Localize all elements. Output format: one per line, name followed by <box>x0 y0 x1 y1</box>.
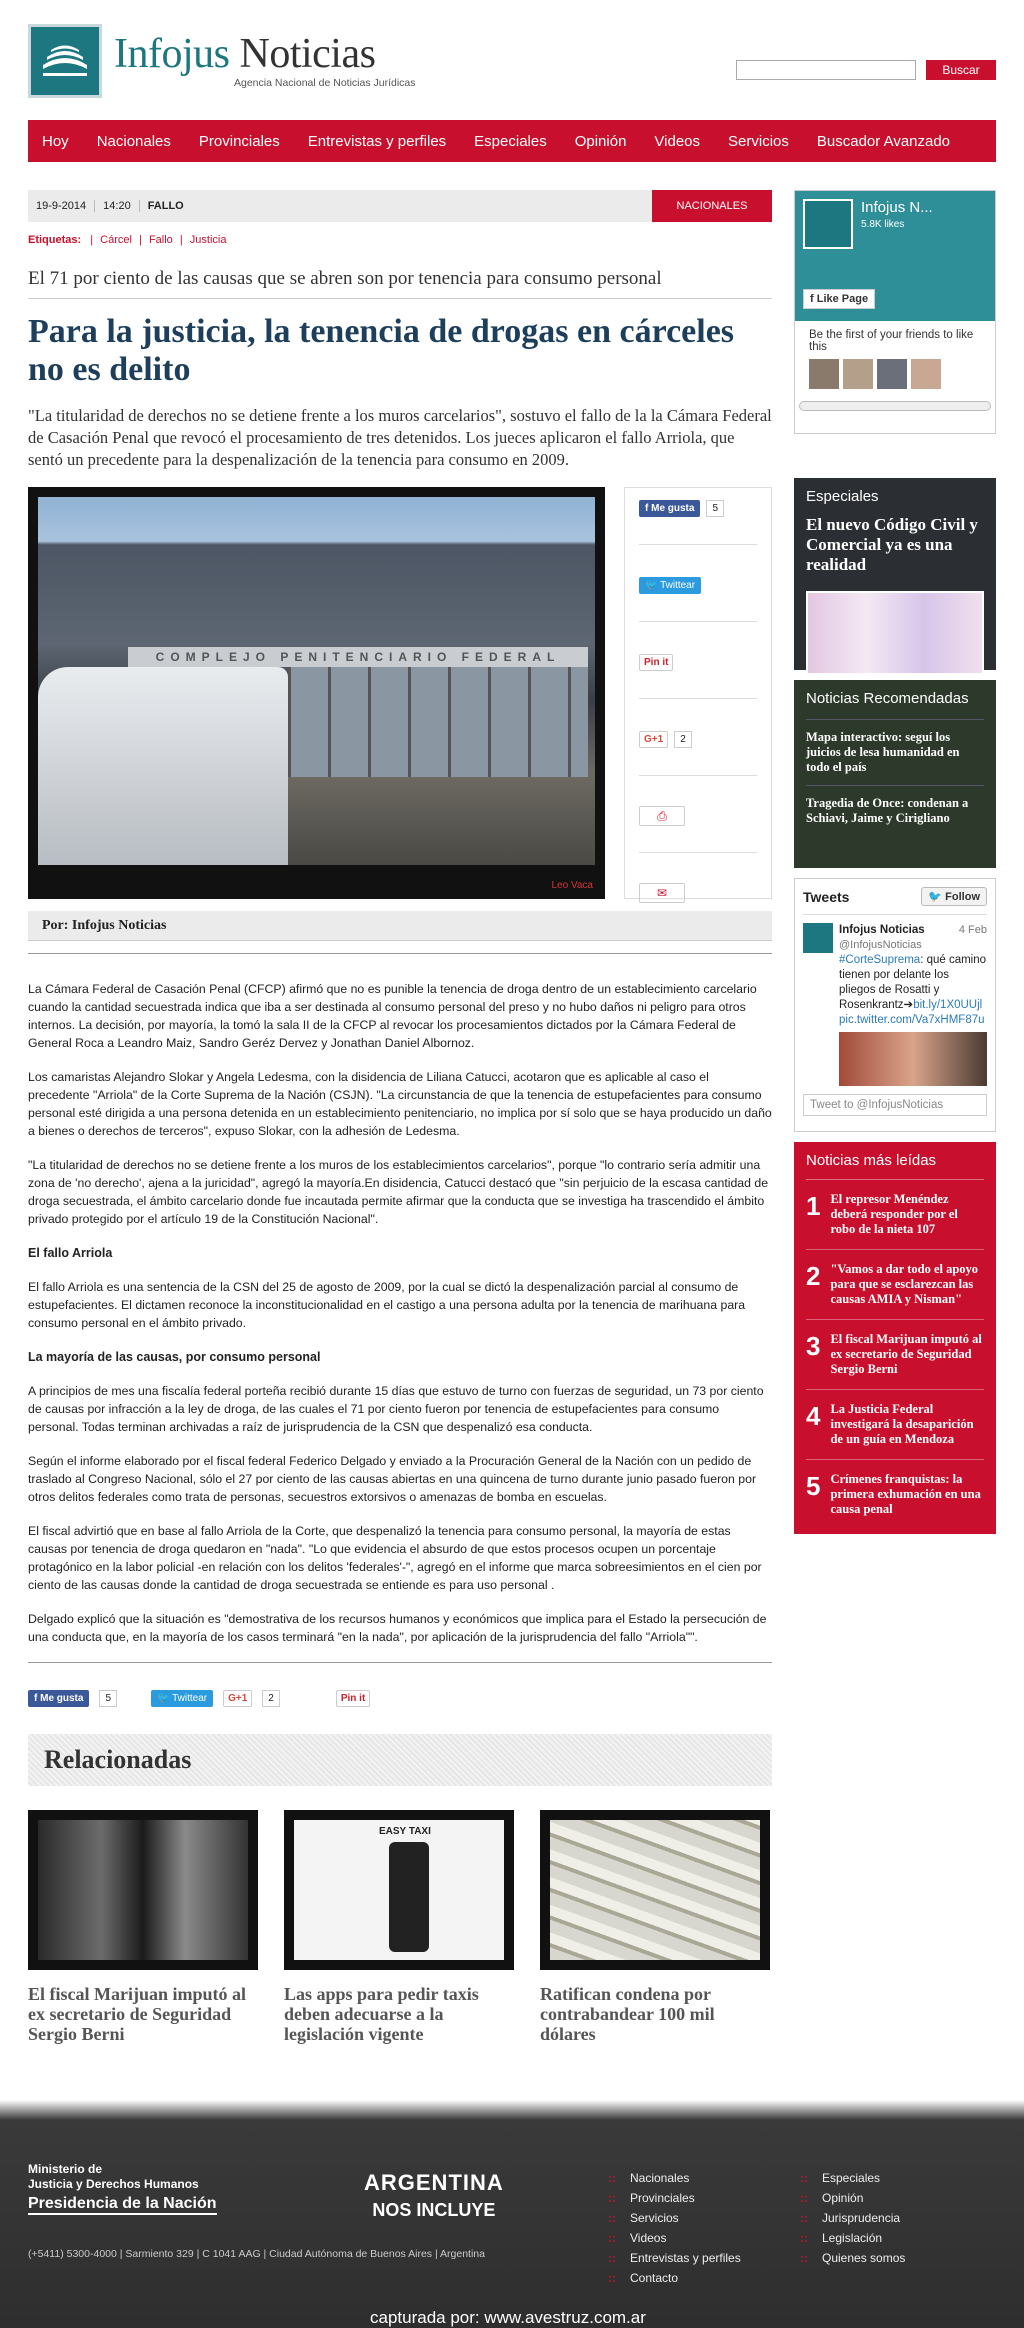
especiales-title[interactable]: El nuevo Código Civil y Comercial ya es una realidad <box>806 515 978 574</box>
tweet-input[interactable]: Tweet to @InfojusNoticias <box>803 1094 987 1116</box>
nav-especiales[interactable]: Especiales <box>474 132 547 150</box>
facebook-like-button[interactable]: f Me gusta <box>639 500 700 517</box>
gate <box>288 667 588 777</box>
footer-link[interactable]: :: Contacto <box>608 2268 741 2288</box>
gp-count: 2 <box>674 731 692 748</box>
footer-link[interactable]: :: Opinión <box>800 2188 905 2208</box>
related-heading: Relacionadas <box>28 1734 772 1786</box>
fb-page-name[interactable]: Infojus N... <box>861 199 933 216</box>
footer-address: (+5411) 5300-4000 | Sarmiento 329 | C 1041 AAG | Ciudad Autónoma de Buenos Aires | Argentina <box>28 2248 485 2260</box>
fb-like-page-button[interactable]: f Like Page <box>803 289 875 309</box>
twitter-button[interactable]: 🐦 Twittear <box>639 577 701 594</box>
nav-servicios[interactable]: Servicios <box>728 132 789 150</box>
tag-link[interactable]: Justicia <box>189 234 227 246</box>
share-column <box>624 487 772 899</box>
argentina-logo: ARGENTINA NOS INCLUYE <box>364 2170 504 2220</box>
paragraph: Los camaristas Alejandro Slokar y Angela Ledesma, con la disidencia de Liliana Catucci, acotaron que es aplicable al caso el precedente "Arriola" de la Corte Suprema de la Nación (CSJN). "La circunstancia de que la tenencia de estupefacientes para consumo personal esté dirigida a una persona detenida en un establecimiento penitenciario, no implica por sí solo que se haya producido un daño a bienes o derechos de terceros", expuso Slokar, con la adhesión de Ledesma. <box>28 1070 772 1138</box>
recommended-item[interactable]: Mapa interactivo: seguí los juicios de lesa humanidad en todo el país <box>806 719 984 785</box>
related-list <box>28 1810 772 2044</box>
related-title[interactable]: Las apps para pedir taxis deben adecuarse a la legislación vigente <box>284 1984 479 2044</box>
tweet-date: 4 Feb <box>958 924 987 936</box>
paragraph: Delgado explicó que la situación es "demostrativa de los recursos humanos y económicos que implica para el Estado la persecución de una conducta que, en la mayoría de los casos terminará "en la nada", por aplicación de la jurisprudencia del fallo "Arriola"". <box>28 1612 767 1644</box>
article-date: 19-9-2014 <box>28 200 95 212</box>
footer-link[interactable]: :: Jurisprudencia <box>800 2208 905 2228</box>
most-read-item[interactable]: 3 El fiscal Marijuan imputó al ex secretario de Seguridad Sergio Berni <box>806 1320 984 1390</box>
printer-icon[interactable]: ⎙ <box>639 806 685 826</box>
most-read-label: Noticias más leídas <box>806 1152 984 1180</box>
nav-videos[interactable]: Videos <box>654 132 701 150</box>
byline: Por: Infojus Noticias <box>28 911 772 941</box>
book-logo-icon <box>28 24 102 98</box>
tweet-pic-link[interactable]: pic.twitter.com/Va7xHMF87u <box>839 1014 985 1026</box>
footer-link[interactable]: :: Especiales <box>800 2168 905 2188</box>
tweet-author[interactable]: Infojus Noticias <box>839 924 925 936</box>
paragraph: El fallo Arriola es una sentencia de la CSN del 25 de agosto de 2009, por la cual se dictó la despenalización parcial al consumo de estupefacientes. El dictamen reconoce la inconstitucionalidad en el castigo a una persona adulta por la tenencia de marihuana para consumo personal en el ámbito privado. <box>28 1280 746 1330</box>
article-body <box>28 980 772 1646</box>
most-read-box <box>794 1142 996 1534</box>
tags-row: Etiquetas: | Cárcel | Fallo | Justicia <box>28 234 227 246</box>
nav-hoy[interactable]: Hoy <box>42 132 69 150</box>
footer-link[interactable]: :: Nacionales <box>608 2168 741 2188</box>
prison-photo <box>38 497 595 865</box>
tweet-text: : qué camino tienen por delante los pliegos de Rosatti y Rosenkrantz➔ <box>839 954 987 1011</box>
tweet-photo[interactable] <box>839 1032 987 1086</box>
photo-sign: COMPLEJO PENITENCIARIO FEDERAL <box>128 647 588 667</box>
tweet-handle: @InfojusNoticias <box>839 939 922 951</box>
footer-link[interactable]: :: Quienes somos <box>800 2248 905 2268</box>
google-plus-button[interactable]: G+1 <box>639 731 668 748</box>
facebook-like-button[interactable]: f Me gusta <box>28 1690 89 1707</box>
tweets-widget <box>794 878 996 1132</box>
search-input[interactable] <box>736 60 916 80</box>
main-nav <box>28 120 996 162</box>
paragraph: A principios de mes una fiscalía federal porteña recibió durante 15 días que estuvo de turno con fuerzas de seguridad, un 73 por ciento de causas por infracción a la ley de droga, de las cuales el 71 por ciento fueron por tenencia de estupefacientes para consumo personal. Todas terminan archivadas a raíz de jurisprudencia de la CSN que despenalizó esa conducta. <box>28 1384 764 1434</box>
fb-likes: 5.8K likes <box>861 219 905 230</box>
divider <box>28 298 772 299</box>
recommended-label: Noticias Recomendadas <box>806 690 969 707</box>
tweets-label: Tweets <box>803 888 850 905</box>
article-meta <box>28 190 772 222</box>
tweet[interactable] <box>803 923 987 1028</box>
tweet-link[interactable]: bit.ly/1X0UUjl <box>913 999 983 1011</box>
paragraph: "La titularidad de derechos no se detiene frente a los muros de los establecimientos carcelarios", porque "lo contrario sería admitir una zona de 'no derecho', ajena a la juricidad", agregó la mayoría.En disidencia, Catucci destacó que "sin perjuicio de la escasa cantidad de droga secuestrada, el ámbito carcelario donde fue incautada permite afirmar que la conducta que se investiga ha trascendido el ámbito privado protegido por el artículo 19 de la Constitución Nacional". <box>28 1158 769 1226</box>
especiales-box[interactable] <box>794 478 996 670</box>
article-kicker: El 71 por ciento de las causas que se abren son por tenencia para consumo personal <box>28 268 662 289</box>
nav-buscador[interactable]: Buscador Avanzado <box>816 132 951 150</box>
most-read-item[interactable]: 5 Crímenes franquistas: la primera exhumación en una causa penal <box>806 1471 981 1516</box>
tweet-avatar <box>803 923 833 953</box>
fb-faces <box>795 353 995 395</box>
pinterest-button[interactable]: Pin it <box>336 1690 370 1707</box>
related-title[interactable]: El fiscal Marijuan imputó al ex secretario de Seguridad Sergio Berni <box>28 1984 247 2044</box>
paragraph: El fiscal advirtió que en base al fallo Arriola de la Corte, que despenalizó la tenencia para consumo personal, la mayoría de estas causas por tenencia de droga quedaron en "nada". "Lo que evidencia el absurdo de que estos procesos ocupen un porcentaje protagónico en la labor policial -en relación con los delitos 'federales'-", agregó en el informe que marca sobreesimientos en el cien por ciento de las causas donde la cantidad de droga secuestrada se entiende es para uso personal . <box>28 1524 762 1592</box>
related-title[interactable]: Ratifican condena por contrabandear 100 mil dólares <box>540 1984 715 2044</box>
nav-entrevistas[interactable]: Entrevistas y perfiles <box>307 132 447 150</box>
google-plus-button[interactable]: G+1 <box>223 1690 252 1707</box>
nav-nacionales[interactable]: Nacionales <box>96 132 171 150</box>
follow-button[interactable]: 🐦 Follow <box>921 887 987 906</box>
mail-icon[interactable]: ✉ <box>639 883 685 903</box>
fb-count: 5 <box>706 500 724 517</box>
media-block <box>28 487 772 899</box>
recommended-box <box>794 680 996 868</box>
article-time: 14:20 <box>95 200 140 212</box>
site-logo[interactable] <box>28 24 416 98</box>
subheading: La mayoría de las causas, por consumo personal <box>28 1350 321 1364</box>
bottom-share-bar <box>28 1662 772 1712</box>
footer-links-col1 <box>608 2168 741 2288</box>
most-read-item[interactable]: 4 La Justicia Federal investigará la desaparición de un guía en Mendoza <box>806 1390 984 1460</box>
section-badge[interactable]: NACIONALES <box>652 190 772 222</box>
related-image <box>28 1810 258 1970</box>
logo-text: Infojus Noticias <box>114 31 376 77</box>
logo-subtitle: Agencia Nacional de Noticias Jurídicas <box>234 77 416 89</box>
footer-link[interactable]: :: Entrevistas y perfiles <box>608 2248 741 2268</box>
most-read-item[interactable]: 2 "Vamos a dar todo el apoyo para que se esclarezcan las causas AMIA y Nisman" <box>806 1250 984 1320</box>
related-card[interactable] <box>28 1810 258 2044</box>
photo-credit: Leo Vaca <box>551 880 593 891</box>
fb-friends-text: Be the first of your friends to like this <box>809 329 974 353</box>
sidebar <box>794 190 996 1534</box>
related-image: EASY TAXI <box>284 1810 514 1970</box>
paragraph: La Cámara Federal de Casación Penal (CFCP) afirmó que no es punible la tenencia de droga dentro de un establecimiento carcelario cuando la cantidad secuestrada indica que iba a ser destinada al consumo personal del preso y no hubo daños ni peligro para otros internos. La decisión, por mayoría, la tomó la sala II de la CFCP al revocar los procesamientos dictados por la Cámara Federal de General Roca a Leandro Maiz, Sandro Geréz Dervez y Jonathan Daniel Albornoz. <box>28 982 757 1050</box>
facebook-page-widget <box>794 190 996 434</box>
subheading: El fallo Arriola <box>28 1246 113 1260</box>
footer-link[interactable]: :: Provinciales <box>608 2188 741 2208</box>
footer-links-col2 <box>800 2168 905 2268</box>
paragraph: Según el informe elaborado por el fiscal federal Federico Delgado y enviado a la Procuración General de la Nación con un pedido de traslado al Congreso Nacional, sólo el 27 por ciento de las causas abiertas en una quincena de turno durante junio pasado fueron por otros delitos federales como trata de personas, secuestros extorsivos o amenazas de bomba en escuelas. <box>28 1454 757 1504</box>
article-category: FALLO <box>147 200 184 212</box>
fb-cover <box>795 191 995 321</box>
especiales-label: Especiales <box>806 488 879 505</box>
article-lead: "La titularidad de derechos no se detiene frente a los muros carcelarios", sostuvo el fallo de la la Cámara Federal de Casación Penal que revocó el procesamiento de tres detenidos. Los jueces aplicaron el fallo Arriola, que sentó un precedente para la despenalización de la tenencia para consumo en 2009. <box>28 406 772 469</box>
search-form <box>736 60 996 80</box>
divider <box>28 953 772 954</box>
article <box>28 190 772 2044</box>
capture-watermark: capturada por: www.avestruz.com.ar <box>370 2308 646 2327</box>
police-car <box>38 667 288 865</box>
recommended-item[interactable]: Tragedia de Once: condenan a Schiavi, Jaime y Cirigliano <box>806 785 984 836</box>
especiales-image <box>806 591 984 675</box>
search-button[interactable]: Buscar <box>926 60 996 80</box>
related-card[interactable] <box>284 1810 514 2044</box>
footer-link[interactable]: :: Videos <box>608 2228 741 2248</box>
ministry-logo[interactable]: Ministerio de Justicia y Derechos Humanos Presidencia de la Nación <box>28 2162 217 2215</box>
most-read-item[interactable]: 1 El represor Menéndez deberá responder por el robo de la nieta 107 <box>806 1180 984 1250</box>
twitter-button[interactable]: 🐦 Twittear <box>151 1690 213 1707</box>
footer-link[interactable]: :: Servicios <box>608 2208 741 2228</box>
horizontal-scrollbar[interactable] <box>799 401 991 411</box>
fb-page-avatar <box>803 199 853 249</box>
footer-link[interactable]: :: Legislación <box>800 2228 905 2248</box>
nav-provinciales[interactable]: Provinciales <box>198 132 280 150</box>
article-photo[interactable] <box>28 487 605 899</box>
article-headline: Para la justicia, la tenencia de drogas en cárceles no es delito <box>28 313 735 388</box>
tag-link[interactable]: Fallo <box>148 234 173 246</box>
tag-link[interactable]: Cárcel <box>100 234 132 246</box>
nav-opinion[interactable]: Opinión <box>574 132 627 150</box>
gp-count: 2 <box>262 1690 280 1707</box>
pinterest-button[interactable]: Pin it <box>639 654 673 671</box>
tags-label: Etiquetas: <box>28 234 82 246</box>
tweet-hashtag[interactable]: #CorteSuprema <box>839 954 921 966</box>
fb-count: 5 <box>99 1690 117 1707</box>
footer <box>0 2100 1024 2328</box>
